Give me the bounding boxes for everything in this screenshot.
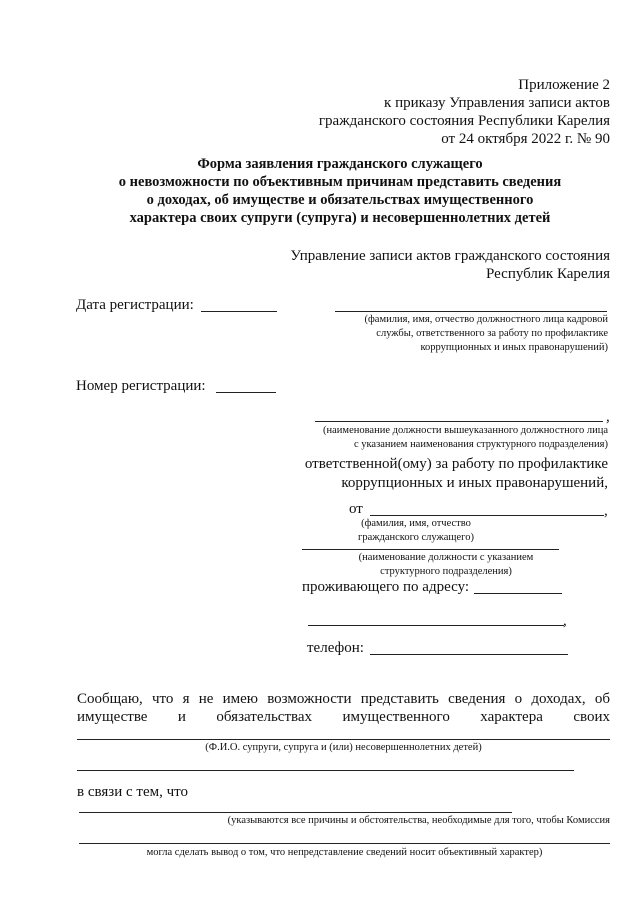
appendix-line-2: к приказу Управления записи актов <box>384 95 610 111</box>
officer-caption-line-2: службы, ответственного за работу по профилактике <box>376 328 608 339</box>
form-title-line-3: о доходах, об имуществе и обязательствах имущественного <box>146 192 534 208</box>
appendix-line-3: гражданского состояния Республики Карелия <box>318 113 610 129</box>
statement-word: обязательствах <box>216 709 313 725</box>
address-label: проживающего по адресу: <box>302 579 470 595</box>
from-label: от <box>349 501 363 517</box>
statement-line-2 <box>77 708 610 726</box>
statement-word: характера <box>480 709 543 725</box>
officer-position-field[interactable] <box>315 421 603 422</box>
registration-date-field[interactable] <box>201 311 277 312</box>
addressee-line-2: Республик Карелия <box>485 266 610 282</box>
employee-position-field[interactable] <box>302 549 559 550</box>
appendix-line-4: от 24 октября 2022 г. № 90 <box>441 131 610 147</box>
statement-line-1: Сообщаю, что я не имею возможности представить сведения о доходах, об <box>77 691 610 707</box>
employee-caption-line-1: (фамилия, имя, отчество <box>361 518 471 529</box>
address-comma: , <box>563 613 567 629</box>
family-caption: (Ф.И.О. супруги, супруга и (или) несовершеннолетних детей) <box>205 742 482 753</box>
address-field-continued[interactable] <box>308 625 564 626</box>
employee-position-caption-line-1: (наименование должности с указанием <box>358 552 534 563</box>
phone-field[interactable] <box>370 654 568 655</box>
position-caption-line-2: с указанием наименования структурного подразделения) <box>353 439 608 450</box>
statement-word: своих <box>573 709 610 725</box>
officer-name-field[interactable] <box>335 311 607 312</box>
registration-date-label: Дата регистрации: <box>76 297 194 313</box>
employee-position-caption-line-2: структурного подразделения) <box>380 566 512 577</box>
reason-label: в связи с тем, что <box>77 784 188 800</box>
officer-position-comma: , <box>606 409 610 425</box>
reason-caption-line-1: (указываются все причины и обстоятельства, необходимые для того, чтобы Комиссия <box>227 815 610 826</box>
phone-label: телефон: <box>307 640 364 656</box>
address-field[interactable] <box>474 593 562 594</box>
form-title-line-4: характера своих супруги (супруга) и несовершеннолетних детей <box>129 210 551 226</box>
employee-name-field[interactable] <box>370 515 604 516</box>
registration-number-field[interactable] <box>216 392 276 393</box>
reason-field-continued[interactable] <box>79 843 610 844</box>
statement-word: и <box>177 709 186 725</box>
responsible-line-2: коррупционных и иных правонарушений, <box>341 475 608 491</box>
addressee-line-1: Управление записи актов гражданского состояния <box>290 248 610 264</box>
statement-word: имуществе <box>77 709 148 725</box>
responsible-line-1: ответственной(ому) за работу по профилактике <box>304 456 608 472</box>
officer-caption-line-1: (фамилия, имя, отчество должностного лица кадровой <box>364 314 608 325</box>
reason-field[interactable] <box>79 812 512 813</box>
family-names-field[interactable] <box>77 739 610 740</box>
statement-word: имущественного <box>342 709 450 725</box>
form-title-line-2: о невозможности по объективным причинам представить сведения <box>118 174 562 190</box>
employee-caption-line-2: гражданского служащего) <box>358 532 474 543</box>
appendix-line-1: Приложение 2 <box>518 77 610 93</box>
form-title-line-1: Форма заявления гражданского служащего <box>197 156 483 172</box>
family-names-field-continued[interactable] <box>77 770 574 771</box>
officer-caption-line-3: коррупционных и иных правонарушений) <box>420 342 608 353</box>
registration-number-label: Номер регистрации: <box>76 378 206 394</box>
position-caption-line-1: (наименование должности вышеуказанного должностного лица <box>323 425 608 436</box>
employee-name-comma: , <box>604 503 608 519</box>
reason-caption-line-2: могла сделать вывод о том, что непредставление сведений носит объективный характер) <box>146 847 543 858</box>
